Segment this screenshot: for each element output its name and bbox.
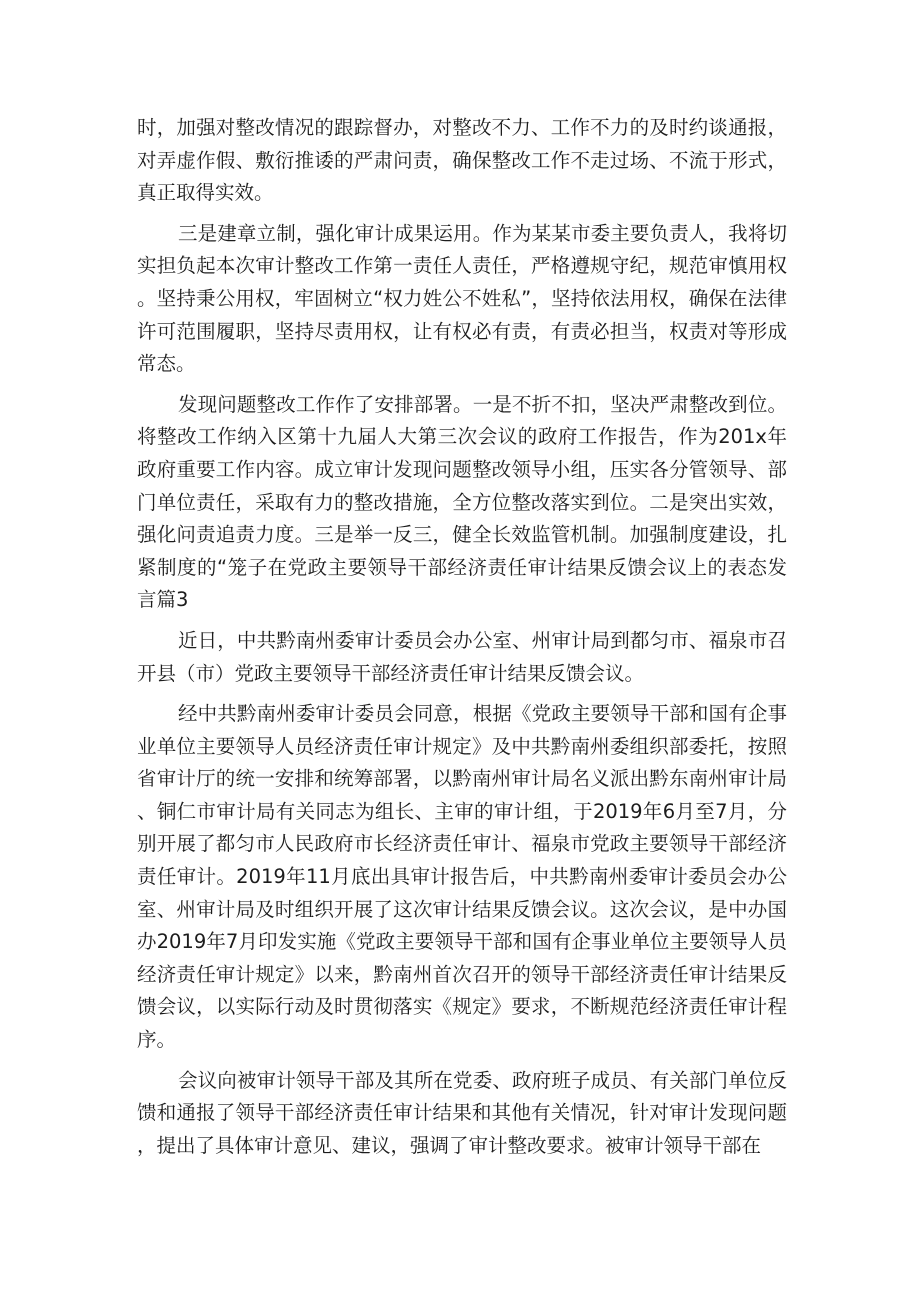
paragraph-4: 近日，中共黔南州委审计委员会办公室、州审计局到都匀市、福泉市召开县（市）党政主要领导干部经济责任审计结果反馈会议。 — [137, 628, 787, 685]
paragraph-1: 时，加强对整改情况的跟踪督办，对整改不力、工作不力的及时约谈通报，对弄虚作假、敷衍推诿的严肃问责，确保整改工作不走过场、不流于形式，真正取得实效。 — [137, 116, 787, 205]
paragraph-5: 经中共黔南州委审计委员会同意，根据《党政主要领导干部和国有企事业单位主要领导人员经济责任审计规定》及中共黔南州委组织部委托，按照省审计厅的统一安排和统筹部署，以黔南州审计局名义派出黔东南州审计局、铜仁市审计局有关同志为组长、主审的审计组，于2019年6月至7月，分别开展了都匀市人民政府市长经济责任审计、福泉市党政主要领导干部经济责任审计。2019年11月底出具审计报告后，中共黔南州委审计委员会办公室、州审计局及时组织开展了这次审计结果反馈会议。这次会议，是中办国办2019年7月印发实施《党政主要领导干部和国有企事业单位主要领导人员经济责任审计规定》以来，黔南州首次召开的领导干部经济责任审计结果反馈会议，以实际行动及时贯彻落实《规定》要求，不断规范经济责任审计程序。 — [137, 702, 787, 1052]
paragraph-3: 发现问题整改工作作了安排部署。一是不折不扣，坚决严肃整改到位。将整改工作纳入区第十九届人大第三次会议的政府工作报告，作为201x年政府重要工作内容。成立审计发现问题整改领导小组，压实各分管领导、部门单位责任，采取有力的整改措施，全方位整改落实到位。二是突出实效，强化问责追责力度。三是举一反三，健全长效监管机制。加强制度建设，扎紧制度的“笼子在党政主要领导干部经济责任审计结果反馈会议上的表态发言篇3 — [137, 392, 787, 612]
document-body — [137, 112, 787, 1170]
paragraph-6: 会议向被审计领导干部及其所在党委、政府班子成员、有关部门单位反馈和通报了领导干部经济责任审计结果和其他有关情况，针对审计发现问题，提出了具体审计意见、建议，强调了审计整改要求。被审计领导干部在 — [137, 1068, 787, 1157]
paragraph-2: 三是建章立制，强化审计成果运用。作为某某市委主要负责人，我将切实担负起本次审计整改工作第一责任人责任，严格遵规守纪，规范审慎用权。坚持秉公用权，牢固树立“权力姓公不姓私”，坚持依法用权，确保在法律许可范围履职，坚持尽责用权，让有权必有责，有责必担当，权责对等形成常态。 — [137, 221, 787, 376]
